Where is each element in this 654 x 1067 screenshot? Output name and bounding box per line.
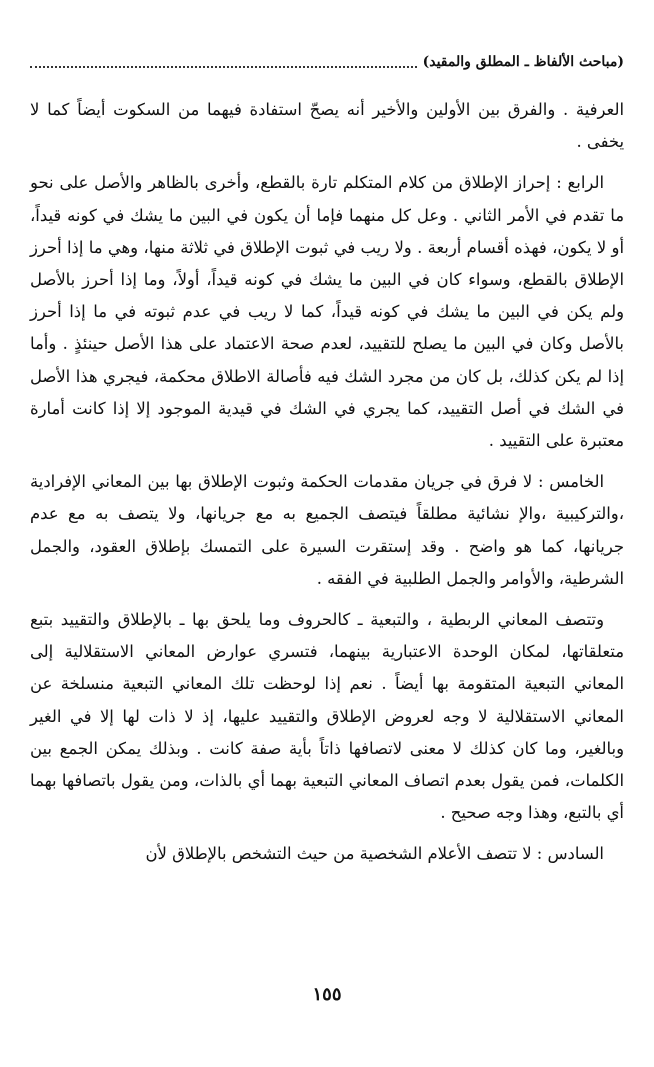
paragraph-fourth: الرابع : إحراز الإطلاق من كلام المتكلم تارة بالقطع، وأخرى بالظاهر والأصل على نحو ما تقدم في الأمر الثاني . وعل كل منهما فإما أن يكون في البين ما يشك في كونه قيداً، أو لا يكون، فهذه أقسام أربعة . ولا ريب في ثبوت الإطلاق في ثلاثة منها، وهي ما إذا أحرز الإطلاق بالقطع، وسواء كان في البين ما يشك في كونه قيداً، أولاً، وما إذا أحرز بالأصل ولم يكن في البين ما يشك في كونه قيداً، كما لا ريب في عدم ثبوته في ما إذا أحرز بالأصل وكان في البين ما يصلح للتقييد، لعدم صحة الاعتماد على هذا الأصل حينئذٍ . وأما إذا لم يكن كذلك، بل كان من مجرد الشك فيه فأصالة الاطلاق محكمة، فيجري هذا الأصل في الشك في أصل التقييد، كما يجري في الشك في قيدية الموجود إلا إذا كانت أمارة معتبرة على التقييد . — [30, 173, 624, 451]
paragraph-sixth: السادس : لا تتصف الأعلام الشخصية من حيث التشخص بالإطلاق لأن — [145, 844, 604, 864]
paragraph-fifth: الخامس : لا فرق في جريان مقدمات الحكمة وثبوت الإطلاق بها بين المعاني الإفرادية ،والتركيبية ،والإ نشائية مطلقاً فيتصف الجميع به مع جريانها، ولا يتصف به مع عدم جريانها، كما هو واضح . وقد إستقرت السيرة على التمسك بإطلاق العقود، والجمل الشرطية، والأوامر والجمل الطلبية في الفقه . — [30, 472, 624, 588]
header-title: (مباحث الألفاظ ـ المطلق والمقيد) — [422, 54, 624, 70]
book-page — [30, 50, 624, 1050]
body-text — [30, 94, 624, 871]
paragraph-relational-meanings: وتتصف المعاني الربطية ، والتبعية ـ كالحروف وما يلحق بها ـ بالإطلاق والتقييد بتبع متعلقاتها، لمكان الوحدة الاعتبارية بينهما، فتسري عوارض المعاني الاستقلالية إلى المعاني التبعية المتقومة بها أيضاً . نعم إذا لوحظت تلك المعاني التبعية منسلخة عن المعاني الاستقلالية لا وجه لعروض الإطلاق والتقييد عليها، إذ لا ذات لها إلا في الغير وبالغير، وما كان كذلك لا معنى لاتصافها ذاتاً بأية صفة كانت . وبذلك يمكن الجمع بين الكلمات، فمن يقول بعدم اتصاف المعاني التبعية بهما أي بالذات، ومن يقول باتصافها بهما أي بالتبع، وهذا وجه صحيح . — [30, 610, 624, 823]
page-number: ١٥٥ — [312, 984, 342, 1005]
paragraph-continued: العرفية . والفرق بين الأولين والأخير أنه يصحّ استفادة فيهما من السكوت أيضاً كما لا يخفى . — [30, 100, 624, 152]
running-header — [30, 50, 624, 74]
header-dotted-leader — [30, 56, 417, 68]
